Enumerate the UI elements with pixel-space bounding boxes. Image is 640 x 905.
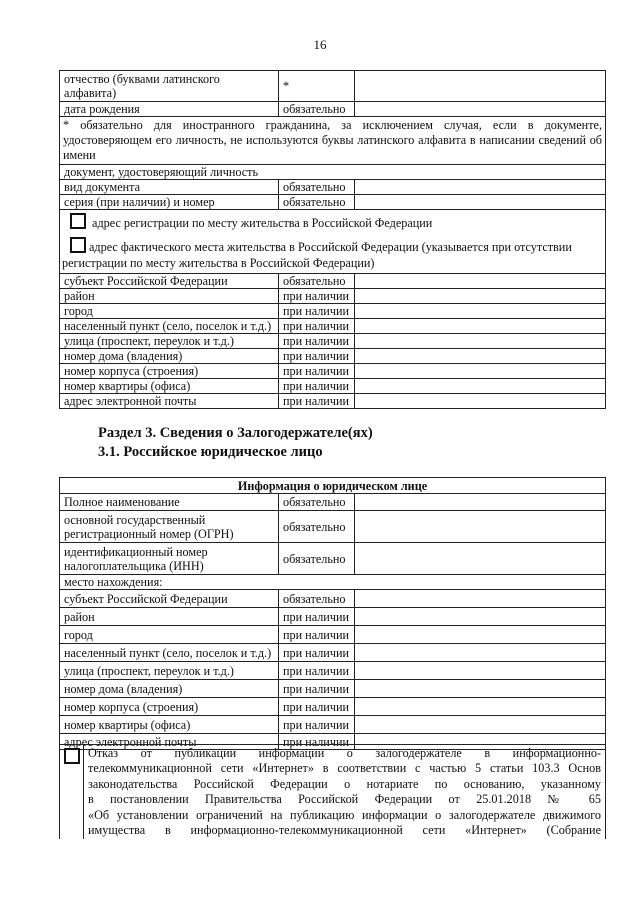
section-row xyxy=(60,165,606,180)
table-row xyxy=(60,511,606,543)
field-label: идентификационный номер налогоплательщика (ИНН) xyxy=(60,543,279,575)
field-value[interactable] xyxy=(355,364,606,379)
field-value[interactable] xyxy=(355,394,606,409)
field-label: улица (проспект, переулок и т.д.) xyxy=(60,662,279,680)
table-row xyxy=(60,608,606,626)
refusal-table xyxy=(59,744,606,839)
field-value[interactable] xyxy=(355,102,606,117)
publication-refusal-checkbox[interactable] xyxy=(64,748,80,764)
field-label: адрес электронной почты xyxy=(60,734,279,750)
field-label: район xyxy=(60,608,279,626)
refusal-line: в постановлении Правительства Российской Федерации от 25.01.2018 № 65 xyxy=(88,792,601,807)
table-header-row xyxy=(60,478,606,494)
registration-address-label: адрес регистрации по месту жительства в Российской Федерации xyxy=(92,216,433,230)
section-heading xyxy=(98,424,373,462)
field-requirement: обязательно xyxy=(279,274,355,289)
field-value[interactable] xyxy=(355,274,606,289)
table-row xyxy=(60,494,606,511)
field-value[interactable] xyxy=(355,590,606,608)
field-value[interactable] xyxy=(355,379,606,394)
footnote: * обязательно для иностранного гражданина, за исключением случая, если в документе, удостоверяющем его личность, не используются буквы латинского алфавита в написании сведений об имени xyxy=(60,117,606,165)
individual-info-table xyxy=(59,70,606,409)
field-value[interactable] xyxy=(355,608,606,626)
legal-entity-table xyxy=(59,477,606,750)
table-row xyxy=(60,349,606,364)
refusal-line: «Об установлении ограничений на публикацию информации о залогодержателе движимого xyxy=(88,807,601,822)
field-requirement: при наличии xyxy=(279,626,355,644)
field-label: дата рождения xyxy=(60,102,279,117)
refusal-line: имущества в информационно-телекоммуникационной сети «Интернет» (Собрание xyxy=(88,823,601,838)
refusal-line: Отказ от публикации информации о залогодержателе в информационно- xyxy=(88,746,601,760)
field-requirement: при наличии xyxy=(279,334,355,349)
field-value[interactable] xyxy=(355,698,606,716)
table-row xyxy=(60,379,606,394)
table-row xyxy=(60,304,606,319)
publication-refusal-row xyxy=(60,745,606,840)
field-requirement: при наличии xyxy=(279,608,355,626)
field-label: район xyxy=(60,289,279,304)
field-value[interactable] xyxy=(355,543,606,575)
table-row xyxy=(60,180,606,195)
field-requirement: при наличии xyxy=(279,394,355,409)
table-row xyxy=(60,626,606,644)
field-requirement: при наличии xyxy=(279,319,355,334)
field-value[interactable] xyxy=(355,716,606,734)
field-label: номер корпуса (строения) xyxy=(60,698,279,716)
id-document-header: документ, удостоверяющий личность xyxy=(60,165,606,180)
field-value[interactable] xyxy=(355,662,606,680)
field-requirement: при наличии xyxy=(279,734,355,750)
field-label: населенный пункт (село, поселок и т.д.) xyxy=(60,644,279,662)
registration-address-option[interactable] xyxy=(70,213,601,231)
field-requirement: при наличии xyxy=(279,716,355,734)
field-value[interactable] xyxy=(355,626,606,644)
field-requirement: при наличии xyxy=(279,364,355,379)
field-label: субъект Российской Федерации xyxy=(60,590,279,608)
field-value[interactable] xyxy=(355,680,606,698)
table-row xyxy=(60,543,606,575)
field-requirement: обязательно xyxy=(279,511,355,543)
field-requirement: при наличии xyxy=(279,379,355,394)
table-row xyxy=(60,289,606,304)
field-value[interactable] xyxy=(355,180,606,195)
field-value[interactable] xyxy=(355,195,606,210)
field-label: номер квартиры (офиса) xyxy=(60,379,279,394)
table-row xyxy=(60,274,606,289)
field-label: вид документа xyxy=(60,180,279,195)
refusal-line: телекоммуникационной сети «Интернет» в соответствии с частью 5 статьи 103.3 Основ xyxy=(88,761,601,776)
section-title: Раздел 3. Сведения о Залогодержателе(ях) xyxy=(98,425,373,441)
address-type-row xyxy=(60,210,606,274)
refusal-line: законодательства Российской Федерации о нотариате по основанию, указанному xyxy=(88,776,601,791)
field-value[interactable] xyxy=(355,319,606,334)
field-label: улица (проспект, переулок и т.д.) xyxy=(60,334,279,349)
field-label: субъект Российской Федерации xyxy=(60,274,279,289)
field-label: город xyxy=(60,304,279,319)
field-requirement: при наличии xyxy=(279,304,355,319)
field-value[interactable] xyxy=(355,71,606,102)
table-row xyxy=(60,662,606,680)
field-label: номер квартиры (офиса) xyxy=(60,716,279,734)
table-row xyxy=(60,195,606,210)
field-requirement: обязательно xyxy=(279,494,355,511)
field-requirement: * xyxy=(279,71,355,102)
table-row xyxy=(60,716,606,734)
footnote-row xyxy=(60,117,606,165)
field-label: адрес электронной почты xyxy=(60,394,279,409)
field-requirement: обязательно xyxy=(279,543,355,575)
field-label: основной государственный регистрационный номер (ОГРН) xyxy=(60,511,279,543)
field-label: населенный пункт (село, поселок и т.д.) xyxy=(60,319,279,334)
field-value[interactable] xyxy=(355,349,606,364)
field-requirement: обязательно xyxy=(279,102,355,117)
field-requirement: обязательно xyxy=(279,590,355,608)
field-requirement: при наличии xyxy=(279,289,355,304)
publication-refusal-text xyxy=(84,745,606,840)
field-requirement: обязательно xyxy=(279,195,355,210)
actual-address-label-cont: регистрации по месту жительства в Российской Федерации) xyxy=(62,256,375,270)
registration-address-checkbox[interactable] xyxy=(70,213,86,229)
actual-address-checkbox[interactable] xyxy=(70,237,86,253)
table-row xyxy=(60,102,606,117)
field-value[interactable] xyxy=(355,334,606,349)
actual-address-label: адрес фактического места жительства в Российской Федерации (указывается при отсутствии xyxy=(89,240,572,254)
table-row xyxy=(60,644,606,662)
table-row xyxy=(60,319,606,334)
field-requirement: при наличии xyxy=(279,698,355,716)
location-header: место нахождения: xyxy=(60,575,606,590)
table-row xyxy=(60,590,606,608)
field-label: серия (при наличии) и номер xyxy=(60,195,279,210)
actual-address-option[interactable] xyxy=(70,237,601,255)
field-value[interactable] xyxy=(355,511,606,543)
field-requirement: при наличии xyxy=(279,662,355,680)
field-label: отчество (буквами латинского алфавита) xyxy=(60,71,279,102)
field-label: номер дома (владения) xyxy=(60,349,279,364)
table-row xyxy=(60,364,606,379)
section-row xyxy=(60,575,606,590)
field-label: город xyxy=(60,626,279,644)
table-header: Информация о юридическом лице xyxy=(60,478,606,494)
page-number: 16 xyxy=(313,37,327,52)
section-subtitle: 3.1. Российское юридическое лицо xyxy=(98,444,323,460)
field-value[interactable] xyxy=(355,289,606,304)
field-value[interactable] xyxy=(355,494,606,511)
field-requirement: при наличии xyxy=(279,680,355,698)
field-requirement: при наличии xyxy=(279,644,355,662)
table-row xyxy=(60,698,606,716)
table-row xyxy=(60,394,606,409)
field-label: номер дома (владения) xyxy=(60,680,279,698)
field-label: номер корпуса (строения) xyxy=(60,364,279,379)
table-row xyxy=(60,71,606,102)
table-row xyxy=(60,680,606,698)
field-label: Полное наименование xyxy=(60,494,279,511)
table-row xyxy=(60,334,606,349)
field-value[interactable] xyxy=(355,304,606,319)
field-value[interactable] xyxy=(355,644,606,662)
field-requirement: при наличии xyxy=(279,349,355,364)
field-requirement: обязательно xyxy=(279,180,355,195)
